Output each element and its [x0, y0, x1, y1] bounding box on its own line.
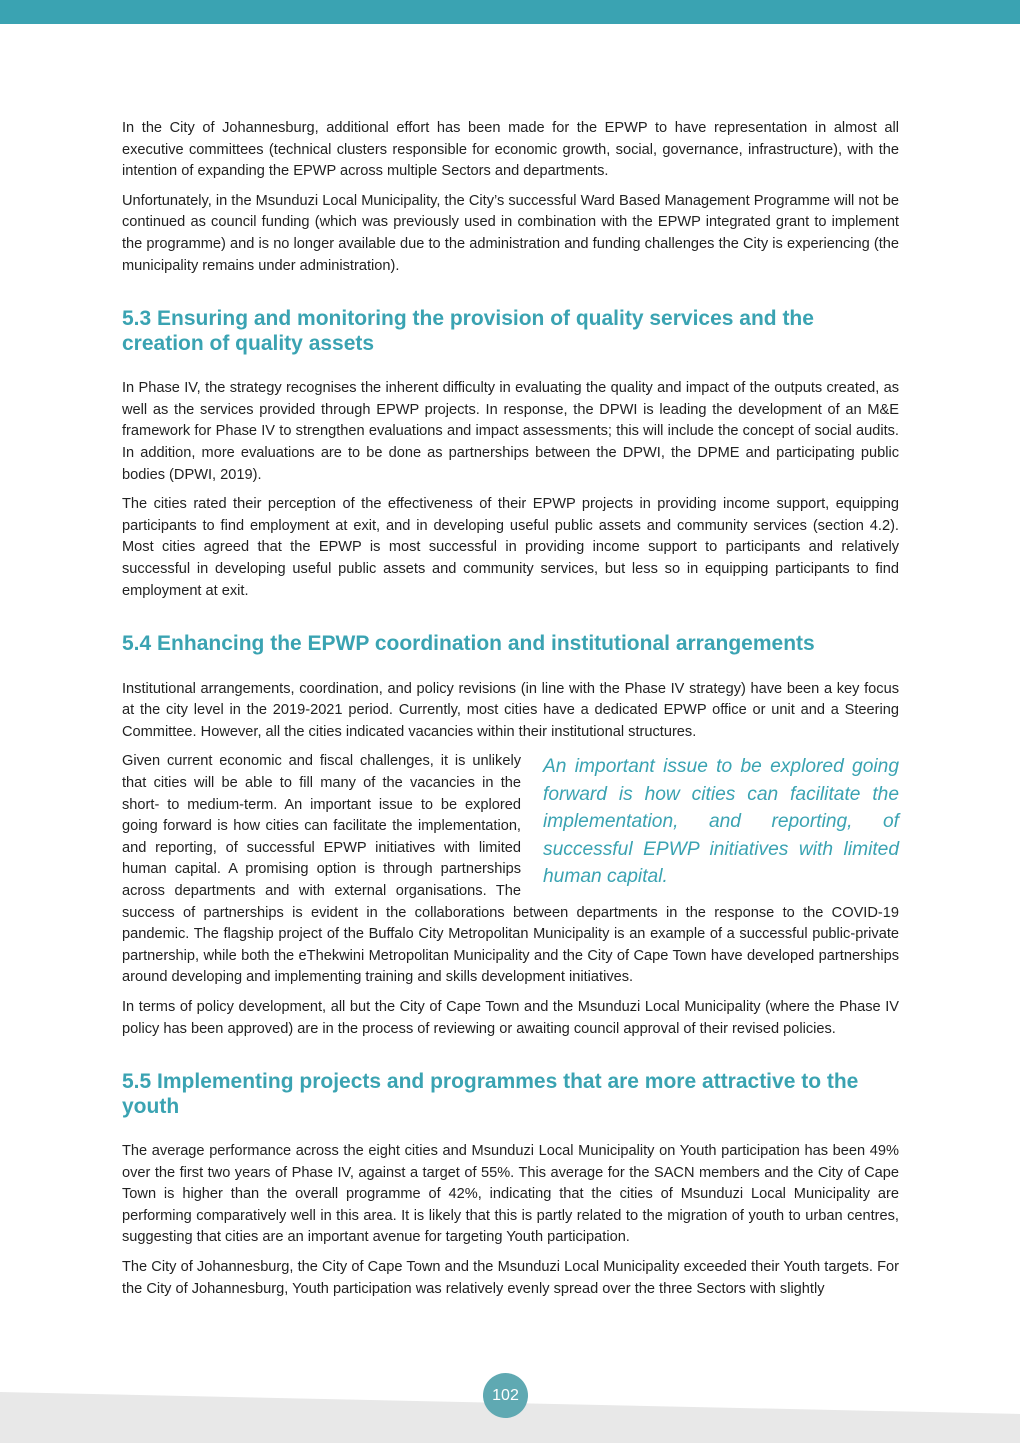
intro-paragraph-1: In the City of Johannesburg, additional effort has been made for the EPWP to have representation in almost all executive committees (technical clusters responsible for economic growth, social, governance, infrastructure), with the intention of expanding the EPWP across multiple Sectors and departments.	[122, 120, 899, 180]
section-5-4-heading: 5.4 Enhancing the EPWP coordination and institutional arrangements	[122, 632, 815, 656]
top-accent-bar	[0, 0, 1020, 24]
section-5-5-paragraph-1: The average performance across the eight cities and Msunduzi Local Municipality on Youth participation has been 49% over the first two years of Phase IV, against a target of 55%. This average for the SACN members and the City of Cape Town is higher than the overall programme of 42%, indicating that the cities of Msunduzi Local Municipality are performing comparatively well in this area. It is likely that this is partly related to the migration of youth to urban centres, suggesting that cities are an important avenue for targeting Youth participation.	[122, 1143, 899, 1246]
page-number-badge: 102	[483, 1373, 528, 1418]
section-5-4-paragraph-2	[122, 751, 899, 989]
section-5-4-paragraph-2-text: Given current economic and fiscal challenges, it is unlikely that cities will be able to fill many of the vacancies in the short- to medium-term. An important issue to be explored going forward is how cities can facilitate the implementation, and reporting, of successful EPWP initiatives with limited human capital. A promising option is through partnerships across departments and with external organisations. The success of partnerships is evident in the collaborations between departments in the response to the COVID-19 pandemic. The flagship project of the Buffalo City Metropolitan Municipality is an example of a successful public-private partnership, while both the eThekwini Metropolitan Municipality and the City of Cape Town have developed partnerships around developing and implementing training and skills development initiatives.	[122, 753, 899, 986]
section-5-3-paragraph-2: The cities rated their perception of the effectiveness of their EPWP projects in providing income support, equipping participants to find employment at exit, and in developing useful public assets and community services (section 4.2). Most cities agreed that the EPWP is most successful in providing income support to participants and relatively successful in developing useful public assets and community services, but less so in equipping participants to find employment at exit.	[122, 496, 899, 599]
intro-paragraph-2: Unfortunately, in the Msunduzi Local Municipality, the City’s successful Ward Based Management Programme will not be continued as council funding (which was previously used in combination with the EPWP integrated grant to implement the programme) and is no longer available due to the administration and funding challenges the City is experiencing (the municipality remains under administration).	[122, 192, 899, 274]
page-content	[122, 118, 899, 1308]
section-5-4-paragraph-1: Institutional arrangements, coordination, and policy revisions (in line with the Phase IV strategy) have been a key focus at the city level in the 2019-2021 period. Currently, most cities have a dedicated EPWP office or unit and a Steering Committee. However, all the cities indicated vacancies within their institutional structures.	[122, 680, 899, 740]
section-5-5-heading: 5.5 Implementing projects and programmes that are more attractive to the youth	[122, 1070, 859, 1118]
section-5-3-heading: 5.3 Ensuring and monitoring the provision of quality services and the creation of quality assets	[122, 307, 814, 355]
section-5-4-paragraph-3: In terms of policy development, all but the City of Cape Town and the Msunduzi Local Municipality (where the Phase IV policy has been approved) are in the process of reviewing or awaiting council approval of their revised policies.	[122, 998, 899, 1037]
section-5-3-paragraph-1: In Phase IV, the strategy recognises the inherent difficulty in evaluating the quality and impact of the outputs created, as well as the services provided through EPWP projects. In response, the DPWI is leading the development of an M&E framework for Phase IV to strengthen evaluations and impact assessments; this will include the concept of social audits. In addition, more evaluations are to be done as partnerships between the DPWI, the DPME and participating public bodies (DPWI, 2019).	[122, 380, 899, 483]
pull-quote: An important issue to be explored going forward is how cities can facilitate the implementation, and reporting, of successful EPWP initiatives with limited human capital.	[543, 756, 899, 888]
section-5-5-paragraph-2: The City of Johannesburg, the City of Cape Town and the Msunduzi Local Municipality exceeded their Youth targets. For the City of Johannesburg, Youth participation was relatively evenly spread over the three Sectors with slightly	[122, 1259, 899, 1297]
